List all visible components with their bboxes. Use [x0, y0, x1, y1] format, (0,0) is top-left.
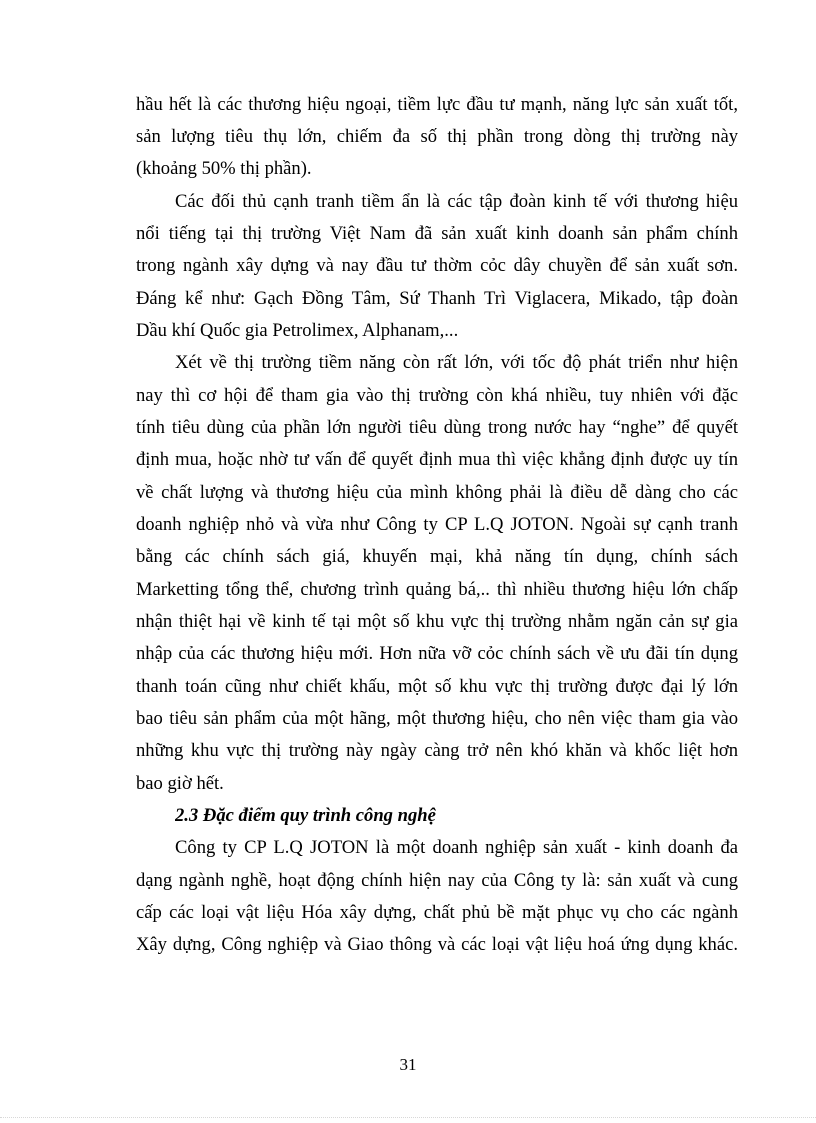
page-bottom-divider [0, 1117, 816, 1118]
paragraph-line: Xây dựng, Công nghiệp và Giao thông và các loại vật liệu hoá ứng dụng khác. [136, 934, 738, 955]
paragraph-line: dạng ngành nghề, hoạt động chính hiện nay của Công ty là: sản xuất và cung [136, 870, 738, 891]
paragraph-line: bao giờ hết. [136, 773, 224, 794]
paragraph-line: về chất lượng và thương hiệu của mình không phải là điều dễ dàng cho các [136, 482, 738, 503]
paragraph-line: Các đối thủ cạnh tranh tiềm ẩn là các tập đoàn kinh tế với thương hiệu [175, 191, 738, 212]
paragraph-line: nổi tiếng tại thị trường Việt Nam đã sản xuất kinh doanh sản phẩm chính [136, 223, 738, 244]
paragraph-line: Xét về thị trường tiềm năng còn rất lớn, với tốc độ phát triển như hiện [175, 352, 738, 373]
paragraph-line: Dầu khí Quốc gia Petrolimex, Alphanam,... [136, 320, 459, 341]
paragraph-line: nay thì cơ hội để tham gia vào thị trường còn khá nhiều, tuy nhiên với đặc [136, 385, 738, 406]
paragraph-line: nhận thiệt hại về kinh tế tại một số khu vực thị trường nhằm ngăn cản sự gia [136, 611, 738, 632]
paragraph-line: cấp các loại vật liệu Hóa xây dựng, chất phủ bề mặt phục vụ cho các ngành [136, 902, 738, 923]
paragraph-line: Công ty CP L.Q JOTON là một doanh nghiệp sản xuất - kinh doanh đa [175, 837, 738, 858]
paragraph-line: định mua, hoặc nhờ tư vấn để quyết định mua thì việc khẳng định được uy tín [136, 449, 738, 470]
paragraph-line: bằng các chính sách giá, khuyến mại, khả năng tín dụng, chính sách [136, 546, 738, 567]
paragraph-line: những khu vực thị trường này ngày càng trở nên khó khăn và khốc liệt hơn [136, 740, 738, 761]
paragraph-line: bao tiêu sản phẩm của một hãng, một thương hiệu, cho nên việc tham gia vào [136, 708, 738, 729]
paragraph-line: trong ngành xây dựng và nay đầu tư thờm cỏc dây chuyền để sản xuất sơn. [136, 255, 738, 276]
section-heading: 2.3 Đặc điểm quy trình công nghệ [175, 805, 436, 826]
paragraph-line: hầu hết là các thương hiệu ngoại, tiềm lực đầu tư mạnh, năng lực sản xuất tốt, [136, 94, 738, 115]
page-number: 31 [399, 1055, 417, 1074]
paragraph-line: Marketting tổng thể, chương trình quảng bá,.. thì nhiều thương hiệu lớn chấp [136, 579, 738, 600]
paragraph-line: (khoảng 50% thị phần). [136, 158, 312, 179]
paragraph-line: tính tiêu dùng của phần lớn người tiêu dùng trong nước hay “nghe” để quyết [136, 417, 738, 438]
paragraph-line: nhập của các thương hiệu mới. Hơn nữa vỡ cỏc chính sách về ưu đãi tín dụng [136, 643, 738, 664]
paragraph-line: doanh nghiệp nhỏ và vừa như Công ty CP L.Q JOTON. Ngoài sự cạnh tranh [136, 514, 738, 535]
paragraph-line: sản lượng tiêu thụ lớn, chiếm đa số thị phần trong dòng thị trường này [136, 126, 738, 147]
paragraph-line: Đáng kể như: Gạch Đồng Tâm, Sứ Thanh Trì Viglacera, Mikado, tập đoàn [136, 288, 738, 309]
paragraph-line: thanh toán cũng như chiết khấu, một số khu vực thị trường được đại lý lớn [136, 676, 738, 697]
